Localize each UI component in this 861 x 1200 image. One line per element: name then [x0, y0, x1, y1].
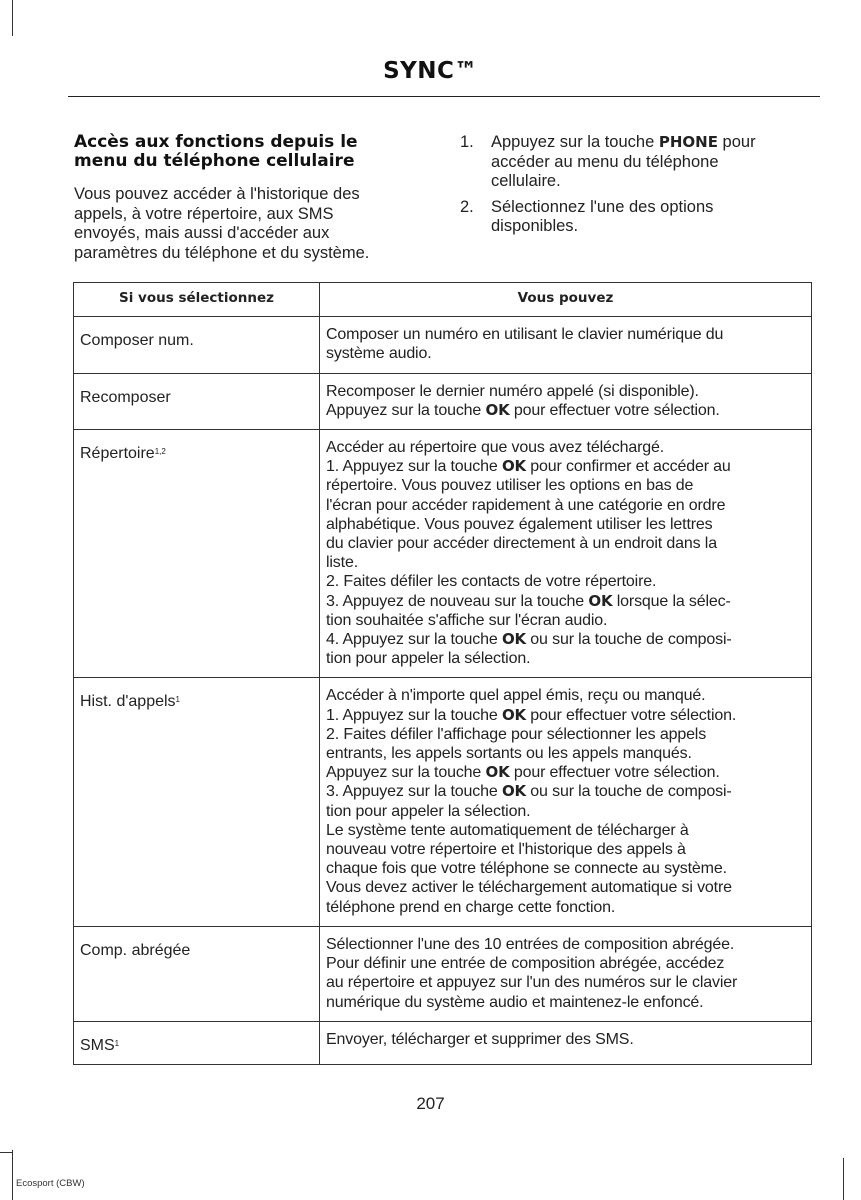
option-description-cell — [320, 678, 812, 926]
crop-mark-bottom-left-horizontal — [0, 1152, 12, 1153]
option-label: SMS — [80, 1036, 115, 1054]
option-label-cell — [74, 926, 320, 1021]
description-line — [326, 515, 805, 534]
step-text-fragment: pour — [717, 133, 756, 151]
description-text: Envoyer, télécharger et supprimer des SMS. — [326, 1030, 634, 1048]
description-line — [326, 706, 805, 725]
step-line: Sélectionnez l'une des options — [491, 197, 714, 216]
crop-mark-top-left — [12, 0, 13, 36]
description-line — [326, 325, 805, 344]
description-text: du clavier pour accéder directement à un endroit dans la — [326, 535, 717, 553]
ok-key-label: OK — [501, 705, 527, 724]
description-line — [326, 649, 805, 668]
description-line — [326, 572, 805, 591]
description-line — [326, 496, 805, 515]
description-text: liste. — [326, 554, 358, 572]
description-line — [326, 611, 805, 630]
description-text: l'écran pour accéder rapidement à une catégorie en ordre — [326, 496, 726, 514]
description-text: pour effectuer votre sélection. — [509, 764, 720, 782]
step-item — [460, 133, 820, 192]
description-line — [326, 954, 805, 973]
description-line — [326, 438, 805, 457]
table-row — [74, 926, 812, 1021]
step-number: 2. — [460, 197, 474, 216]
table-row — [74, 373, 812, 429]
description-line — [326, 898, 805, 917]
option-description-cell — [320, 926, 812, 1021]
intro-paragraph — [74, 185, 422, 263]
section-heading-line: menu du téléphone cellulaire — [74, 151, 355, 171]
ok-key-label: OK — [501, 630, 527, 649]
ok-key-label: OK — [485, 400, 510, 419]
step-line: disponibles. — [491, 217, 579, 235]
description-line — [326, 802, 805, 821]
section-heading-line: Accès aux fonctions depuis le — [74, 132, 358, 152]
option-description-cell — [320, 430, 812, 678]
description-text: Sélectionner l'une des 10 entrées de composition abrégée. — [326, 935, 735, 953]
option-label-cell — [74, 373, 320, 429]
option-label-cell — [74, 678, 320, 926]
description-line — [326, 935, 805, 954]
description-line — [326, 725, 805, 744]
description-text: tion pour appeler la sélection. — [326, 650, 531, 668]
description-text: téléphone prend en charge cette fonction. — [326, 898, 616, 916]
step-line: accéder au menu du téléphone — [491, 152, 719, 171]
ok-key-label: OK — [501, 782, 527, 801]
description-text: 1. Appuyez sur la touche — [326, 706, 502, 724]
intro-line: appels, à votre répertoire, aux SMS — [74, 204, 334, 223]
description-line — [326, 686, 805, 705]
description-text: 2. Faites défiler l'affichage pour sélectionner les appels — [326, 725, 707, 743]
footnote-marker: 1 — [175, 695, 180, 705]
description-line — [326, 534, 805, 553]
description-text: chaque fois que votre téléphone se connecte au système. — [326, 860, 727, 878]
crop-mark-bottom-left — [12, 1150, 13, 1200]
option-description-cell — [320, 317, 812, 373]
option-label: Composer num. — [80, 332, 194, 350]
table-row — [74, 1021, 812, 1064]
description-line — [326, 744, 805, 763]
description-line — [326, 821, 805, 840]
option-label: Répertoire — [80, 445, 155, 463]
intro-line: Vous pouvez accéder à l'historique des — [74, 185, 360, 203]
description-text: Le système tente automatiquement de télécharger à — [326, 821, 689, 839]
option-description-cell — [320, 373, 812, 429]
description-line — [326, 476, 805, 495]
description-line — [326, 878, 805, 897]
description-line — [326, 973, 805, 992]
step-text — [491, 133, 820, 192]
option-description-cell — [320, 1021, 812, 1064]
footnote-marker: 1 — [114, 1038, 120, 1048]
description-text: alphabétique. Vous pouvez également utiliser les lettres — [326, 515, 713, 533]
table-header-row — [74, 283, 812, 317]
footer-model-label: Ecosport (CBW) — [16, 1178, 85, 1189]
crop-mark-bottom-right — [843, 1158, 844, 1200]
description-line — [326, 457, 805, 476]
description-line — [326, 859, 805, 878]
description-text: ou sur la touche de composi- — [526, 631, 732, 649]
description-text: 1. Appuyez sur la touche — [326, 458, 502, 476]
description-text: ou sur la touche de composi- — [526, 783, 732, 801]
description-line — [326, 592, 805, 611]
description-line — [326, 993, 805, 1012]
table-row — [74, 430, 812, 678]
description-line — [326, 553, 805, 572]
description-text: Accéder au répertoire que vous avez téléchargé. — [326, 439, 665, 457]
description-text: lorsque la sélec- — [612, 592, 731, 610]
description-text: Recomposer le dernier numéro appelé (si disponible). — [326, 382, 699, 400]
description-line — [326, 630, 805, 649]
description-text: système audio. — [326, 345, 432, 363]
description-text: Composer un numéro en utilisant le clavier numérique du — [326, 326, 724, 344]
description-text: pour confirmer et accéder au — [526, 458, 731, 476]
description-text: numérique du système audio et maintenez-le enfoncé. — [326, 993, 704, 1011]
description-line — [326, 344, 805, 363]
description-text: tion souhaitée s'affiche sur l'écran audio. — [326, 611, 608, 629]
description-text: Appuyez sur la touche — [326, 401, 486, 419]
description-line — [326, 840, 805, 859]
description-text: 3. Appuyez sur la touche — [326, 783, 502, 801]
intro-line: envoyés, mais aussi d'accéder aux — [74, 224, 330, 242]
option-label: Comp. abrégée — [80, 941, 191, 959]
step-number: 1. — [460, 133, 474, 151]
description-text: nouveau votre répertoire et l'historique des appels à — [326, 841, 686, 859]
option-label: Hist. d'appels — [80, 693, 176, 711]
description-text: 3. Appuyez de nouveau sur la touche — [326, 592, 589, 610]
step-text-fragment: Appuyez sur la touche — [491, 133, 659, 151]
description-line — [326, 1030, 805, 1049]
ok-key-label: OK — [588, 591, 613, 610]
option-label: Recomposer — [80, 388, 171, 406]
page-title: SYNC™ — [383, 58, 478, 84]
description-text: au répertoire et appuyez sur l'un des numéros sur le clavier — [326, 974, 738, 992]
description-text: répertoire. Vous pouvez utiliser les options en bas de — [326, 477, 694, 495]
left-column — [74, 133, 422, 263]
ok-key-label: OK — [485, 763, 510, 782]
description-text: 4. Appuyez sur la touche — [326, 631, 502, 649]
option-label-cell — [74, 1021, 320, 1064]
description-text: entrants, les appels sortants ou les appels manqués. — [326, 745, 692, 763]
page-number: 207 — [416, 1094, 445, 1113]
options-table — [73, 282, 812, 1065]
intro-line: paramètres du téléphone et du système. — [74, 243, 370, 262]
ok-key-label: OK — [501, 457, 527, 476]
step-line — [491, 133, 820, 153]
description-text: pour effectuer votre sélection. — [509, 401, 720, 419]
section-heading — [74, 133, 422, 171]
table-row — [74, 317, 812, 373]
description-line — [326, 782, 805, 801]
description-text: 2. Faites défiler les contacts de votre répertoire. — [326, 573, 657, 591]
description-text: tion pour appeler la sélection. — [326, 802, 531, 820]
description-text: Appuyez sur la touche — [326, 764, 486, 782]
description-line — [326, 382, 805, 401]
step-item — [460, 198, 820, 237]
phone-key-label: PHONE — [658, 133, 718, 151]
steps-list — [460, 133, 820, 243]
step-text — [491, 198, 820, 237]
footnote-marker: 1,2 — [154, 447, 166, 457]
option-label-cell — [74, 317, 320, 373]
header-rule — [68, 96, 820, 97]
description-text: pour effectuer votre sélection. — [526, 706, 737, 724]
description-line — [326, 763, 805, 782]
column-header-selection: Si vous sélectionnez — [74, 283, 320, 317]
description-text: Pour définir une entrée de composition abrégée, accédez — [326, 955, 725, 973]
description-text: Accéder à n'importe quel appel émis, reçu ou manqué. — [326, 687, 706, 705]
column-header-action: Vous pouvez — [320, 283, 812, 317]
step-line: cellulaire. — [491, 172, 561, 190]
option-label-cell — [74, 430, 320, 678]
description-text: Vous devez activer le téléchargement automatique si votre — [326, 879, 732, 897]
description-line — [326, 401, 805, 420]
table-row — [74, 678, 812, 926]
